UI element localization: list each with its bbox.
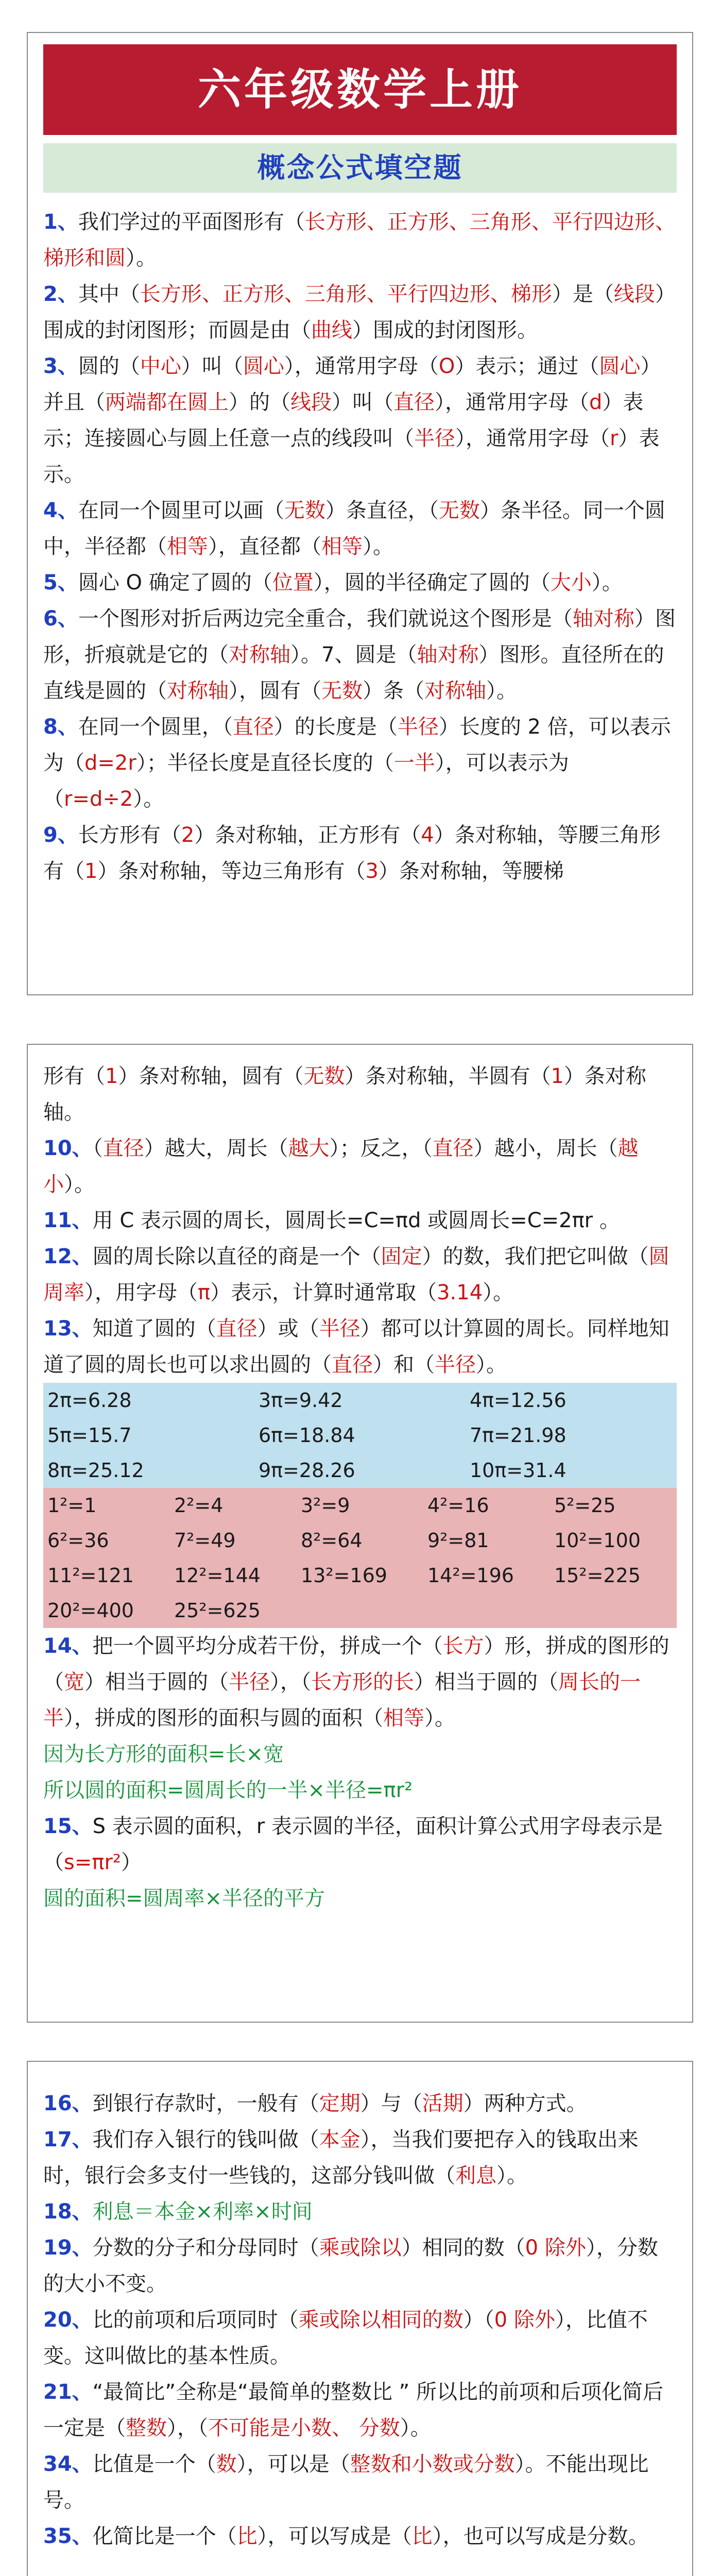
note-14b: 所以圆的面积=圆周长的一半×半径=πr² xyxy=(43,1778,413,1802)
prompt-text: 长方形有（ xyxy=(78,823,181,847)
answer-text: 0 除外 xyxy=(525,2236,586,2260)
item-6 xyxy=(43,601,677,709)
table-cell: 5π=15.7 xyxy=(47,1424,132,1447)
item-number: 14、 xyxy=(43,1634,93,1658)
answer-text: 长方形的长 xyxy=(311,1670,414,1694)
table-cell: 1²=1 xyxy=(47,1494,97,1517)
prompt-text: ）；反之，（ xyxy=(329,1137,433,1160)
prompt-text: ）。 xyxy=(476,1353,507,1377)
prompt-text: ）表示，计算时通常取（ xyxy=(210,1281,437,1304)
answer-text: 圆心 xyxy=(599,354,641,378)
prompt-text: ）形，拼成的图形的（ xyxy=(43,1634,670,1694)
prompt-text: ）都可以计算圆的周长。同样地知道了圆的周长也可以求出圆的（ xyxy=(43,1317,670,1377)
prompt-text: ）。 xyxy=(64,1173,95,1196)
answer-text: 直径 xyxy=(393,391,435,414)
answer-text: 对称轴 xyxy=(229,643,290,667)
prompt-text: ）。 xyxy=(363,535,393,558)
page-title: 六年级数学上册 xyxy=(43,44,677,135)
prompt-text: ）越小，周长（ xyxy=(473,1137,618,1160)
note-15: 圆的面积=圆周率×半径的平方 xyxy=(43,1887,325,1910)
item-34 xyxy=(43,2446,677,2518)
item-number: 21、 xyxy=(43,2380,93,2404)
prompt-text: ）条对称轴，等腰梯 xyxy=(378,859,564,883)
prompt-text: ），（ xyxy=(270,1670,311,1694)
prompt-text: ），圆的半径确定了圆的（ xyxy=(313,571,551,595)
answer-text: 活期 xyxy=(422,2092,464,2115)
prompt-text: 圆心 O 确定了圆的（ xyxy=(78,571,272,595)
prompt-text: 我们存入银行的钱叫做（ xyxy=(92,2128,319,2151)
prompt-text: ）或（ xyxy=(257,1317,319,1341)
table-cell: 4π=12.56 xyxy=(470,1389,566,1412)
prompt-text: ）表示。 xyxy=(43,427,660,486)
prompt-text: ），通常用字母（ xyxy=(435,391,589,414)
item-number: 11、 xyxy=(43,1209,93,1232)
item-number: 12、 xyxy=(43,1245,93,1268)
prompt-text: ）越大，周长（ xyxy=(144,1137,288,1160)
item-number: 5、 xyxy=(43,571,78,595)
item-number: 19、 xyxy=(43,2236,93,2260)
prompt-text: ）的长度是（ xyxy=(273,715,398,739)
answer-text: 相等 xyxy=(167,535,208,558)
answer-text: 圆心 xyxy=(243,354,284,378)
answer-text: 越小 xyxy=(43,1137,639,1196)
item-number: 16、 xyxy=(43,2092,93,2115)
page-2 xyxy=(27,1044,693,2023)
answer-text: 宽 xyxy=(64,1670,84,1694)
prompt-text: S 表示圆的面积，r 表示圆的半径，面积计算公式用字母表示是（ xyxy=(43,1815,663,1874)
prompt-text: ），也可以写成是分数。 xyxy=(432,2524,649,2548)
answer-text: 乘或除以 xyxy=(319,2236,402,2260)
item-18 xyxy=(43,2194,677,2230)
item-number: 2、 xyxy=(43,282,78,306)
item-number: 35、 xyxy=(43,2524,93,2548)
prompt-text: 圆的（ xyxy=(78,354,140,378)
answer-text: d xyxy=(589,391,603,414)
item-10 xyxy=(43,1130,677,1202)
table-cell: 11²=121 xyxy=(47,1564,134,1587)
table-cell: 2²=4 xyxy=(174,1494,224,1517)
prompt-text: ）条对称轴，半圆有（ xyxy=(345,1064,551,1088)
answer-text: 不可能是小数、 分数 xyxy=(208,2416,400,2440)
square-table-row xyxy=(43,1558,677,1593)
answer-text: 长方形、正方形、三角形、平行四边形、梯形和圆 xyxy=(43,210,676,270)
answer-text: s=πr² xyxy=(64,1851,121,1874)
table-cell: 5²=25 xyxy=(554,1494,616,1517)
item-20 xyxy=(43,2302,677,2374)
prompt-text: （ xyxy=(92,1137,103,1160)
answer-text: 位置 xyxy=(272,571,314,595)
prompt-text: ） xyxy=(121,1851,142,1874)
prompt-text: 知道了圆的（ xyxy=(92,1317,216,1341)
answer-text: 直径 xyxy=(102,1137,144,1160)
item-21 xyxy=(43,2374,677,2446)
prompt-text: ）图形。直径所在的直线是圆的（ xyxy=(43,643,664,703)
pi-table xyxy=(43,1383,677,1488)
answer-text: 1 xyxy=(551,1064,564,1088)
answer-text: 2 xyxy=(181,823,195,847)
item-14 xyxy=(43,1628,677,1736)
item-11 xyxy=(43,1202,677,1239)
content-page-1 xyxy=(43,204,677,889)
prompt-text: ）叫（ xyxy=(332,391,393,414)
prompt-text: ）两种方式。 xyxy=(463,2092,587,2115)
table-cell: 9π=28.26 xyxy=(259,1459,355,1482)
prompt-text: 我们学过的平面图形有（ xyxy=(78,210,305,234)
item-number: 1、 xyxy=(43,210,78,234)
table-cell: 8²=64 xyxy=(301,1529,363,1552)
answer-text: 比 xyxy=(236,2524,258,2548)
prompt-text: 化简比是一个（ xyxy=(92,2524,237,2548)
answer-text: 乘或除以相同的数 xyxy=(298,2308,464,2332)
page-3 xyxy=(27,2061,693,2576)
item-4 xyxy=(43,493,677,565)
prompt-text: ），通常用字母（ xyxy=(455,427,610,450)
answer-text: O xyxy=(438,354,455,378)
prompt-text: ），通常用字母（ xyxy=(284,354,439,378)
item-12 xyxy=(43,1239,677,1311)
answer-text: 半径 xyxy=(229,1670,270,1694)
item-number: 15、 xyxy=(43,1815,93,1838)
table-cell: 4²=16 xyxy=(427,1494,489,1517)
prompt-text: ）叫（ xyxy=(181,354,243,378)
square-table xyxy=(43,1488,677,1628)
answer-text: 曲线 xyxy=(311,318,352,342)
table-cell: 9²=81 xyxy=(427,1529,489,1552)
table-cell: 13²=169 xyxy=(301,1564,387,1587)
square-table-row xyxy=(43,1488,677,1523)
prompt-text: 一个图形对折后两边完全重合，我们就说这个图形是（ xyxy=(78,607,573,631)
prompt-text: 在同一个圆里，（ xyxy=(78,715,233,739)
prompt-text: ）条对称轴，圆有（ xyxy=(118,1064,304,1088)
prompt-text: “最简比”全称是“最简单的整数比 ” 所以比的前项和后项化简后一定是（ xyxy=(43,2380,663,2440)
item-1 xyxy=(43,204,677,276)
answer-text: 0 除外 xyxy=(494,2308,555,2332)
answer-text: 本金 xyxy=(319,2128,360,2151)
answer-text: 3 xyxy=(365,859,379,883)
answer-text: 固定 xyxy=(381,1245,422,1268)
prompt-text: ）。 xyxy=(424,1706,455,1730)
item-5 xyxy=(43,565,677,601)
answer-text: 无数 xyxy=(303,1064,345,1088)
prompt-text: ），可以是（ xyxy=(236,2452,350,2476)
table-cell: 10²=100 xyxy=(554,1529,641,1552)
item-number: 9、 xyxy=(43,823,78,847)
prompt-text: ），可以表示为（ xyxy=(43,751,569,811)
answer-text: 直径 xyxy=(216,1317,258,1341)
prompt-text: 分数的分子和分母同时（ xyxy=(92,2236,319,2260)
table-cell: 7²=49 xyxy=(174,1529,236,1552)
item-number: 3、 xyxy=(43,354,78,378)
answer-text: 直径 xyxy=(232,715,274,739)
prompt-text: ）与（ xyxy=(360,2092,422,2115)
answer-text: 数 xyxy=(216,2452,237,2476)
answer-text: 半径 xyxy=(397,715,439,739)
prompt-text: 用 C 表示圆的周长，圆周长=C=πd 或圆周长=C=2πr 。 xyxy=(92,1209,620,1232)
item-number: 34、 xyxy=(43,2452,93,2476)
item-number: 18、 xyxy=(43,2200,93,2224)
prompt-text: ）条对称轴，正方形有（ xyxy=(194,823,421,847)
prompt-text: 到银行存款时，一般有（ xyxy=(92,2092,319,2115)
table-cell: 8π=25.12 xyxy=(47,1459,144,1482)
pi-table-row xyxy=(43,1383,677,1418)
answer-text: 长方形、正方形、三角形、平行四边形、梯形 xyxy=(140,282,552,306)
prompt-text: ）表示；通过（ xyxy=(455,354,599,378)
table-cell: 25²=625 xyxy=(174,1599,261,1622)
item-number: 10、 xyxy=(43,1137,93,1160)
prompt-text: ）。 xyxy=(483,1281,514,1304)
prompt-text: ）条半径。同一个圆中，半径都（ xyxy=(43,499,665,558)
pi-table-row xyxy=(43,1453,677,1488)
answer-text: 无数 xyxy=(284,499,325,522)
prompt-text: 比值是一个（ xyxy=(92,2452,216,2476)
prompt-text: ）围成的封闭图形；而圆是由（ xyxy=(43,282,676,342)
answer-text: r xyxy=(610,427,619,450)
prompt-text: 把一个圆平均分成若干份，拼成一个（ xyxy=(92,1634,443,1658)
prompt-text: ）相当于圆的（ xyxy=(414,1670,558,1694)
item-19 xyxy=(43,2230,677,2302)
answer-text: 4 xyxy=(421,823,434,847)
prompt-text: ）条直径，（ xyxy=(325,499,439,522)
prompt-text: ）；半径长度是直径长度的（ xyxy=(136,751,394,775)
prompt-text: ）长度的 2 倍，可以表示为（ xyxy=(43,715,671,775)
prompt-text: ）的（ xyxy=(229,391,290,414)
table-cell: 3²=9 xyxy=(301,1494,350,1517)
answer-text: 直径 xyxy=(332,1353,373,1377)
answer-text: 无数 xyxy=(321,679,363,703)
prompt-text: ）。 xyxy=(486,679,517,703)
item-number: 4、 xyxy=(43,499,78,522)
prompt-text: ），拼成的图形的面积与圆的面积（ xyxy=(64,1706,383,1730)
item-8 xyxy=(43,709,677,817)
prompt-text: ）表示；连接圆心与圆上任意一点的线段叫（ xyxy=(43,391,644,450)
answer-text: 轴对称 xyxy=(417,643,479,667)
table-cell: 2π=6.28 xyxy=(47,1389,132,1412)
prompt-text: ）。 xyxy=(496,2164,527,2188)
table-cell: 6²=36 xyxy=(47,1529,109,1552)
prompt-text: ），直径都（ xyxy=(208,535,321,558)
answer-text: 长方 xyxy=(442,1634,484,1658)
page-1 xyxy=(27,32,693,995)
prompt-text: ）图形，折痕就是它的（ xyxy=(43,607,676,667)
prompt-text: ）围成的封闭图形。 xyxy=(352,318,538,342)
square-table-row xyxy=(43,1523,677,1558)
answer-text: 直径 xyxy=(432,1137,474,1160)
answer-text: 线段 xyxy=(290,391,332,414)
answer-text: 对称轴 xyxy=(424,679,486,703)
formula-text: 利息＝本金×利率×时间 xyxy=(92,2200,313,2224)
answer-text: 定期 xyxy=(319,2092,360,2115)
table-cell: 15²=225 xyxy=(554,1564,641,1587)
square-table-row xyxy=(43,1593,677,1628)
prompt-text: ），可以写成是（ xyxy=(257,2524,412,2548)
item-number: 20、 xyxy=(43,2308,93,2332)
item-number: 6、 xyxy=(43,607,78,631)
answer-text: 无数 xyxy=(438,499,480,522)
answer-text: 相等 xyxy=(383,1706,424,1730)
answer-text: 半径 xyxy=(319,1317,360,1341)
prompt-text: ），圆有（ xyxy=(229,679,321,703)
prompt-text: ）相同的数（ xyxy=(401,2236,525,2260)
prompt-text: ）条对称轴。 xyxy=(43,1064,646,1124)
item-17 xyxy=(43,2122,677,2194)
prompt-text: 在同一个圆里可以画（ xyxy=(78,499,284,522)
table-cell: 14²=196 xyxy=(427,1564,514,1587)
answer-text: 周长的一半 xyxy=(43,1670,641,1730)
answer-text: 比 xyxy=(411,2524,433,2548)
prompt-text: ）条对称轴，等腰三角形有（ xyxy=(43,823,661,883)
answer-text: 越大 xyxy=(288,1137,330,1160)
table-cell: 6π=18.84 xyxy=(259,1424,355,1447)
answer-text: 一半 xyxy=(393,751,435,775)
answer-text: 圆周率 xyxy=(43,1245,670,1304)
item-9-part1 xyxy=(43,817,677,889)
item-2 xyxy=(43,276,677,348)
pi-table-row xyxy=(43,1418,677,1453)
prompt-text: ）。 xyxy=(133,787,164,811)
item-13 xyxy=(43,1311,677,1383)
answer-text: 两端都在圆上 xyxy=(105,391,229,414)
page-subtitle: 概念公式填空题 xyxy=(43,143,677,193)
table-cell: 20²=400 xyxy=(47,1599,134,1622)
answer-text: 对称轴 xyxy=(167,679,229,703)
item-number: 17、 xyxy=(43,2128,93,2151)
answer-text: 线段 xyxy=(613,282,655,306)
prompt-text: ）和（ xyxy=(373,1353,435,1377)
prompt-text: ）。7、圆是（ xyxy=(290,643,417,667)
prompt-text: ），（ xyxy=(167,2416,208,2440)
table-cell: 7π=21.98 xyxy=(470,1424,566,1447)
content-page-3 xyxy=(43,2086,677,2554)
table-cell: 3π=9.42 xyxy=(259,1389,343,1412)
answer-text: 半径 xyxy=(435,1353,476,1377)
item-35 xyxy=(43,2518,677,2554)
item-16 xyxy=(43,2086,677,2122)
prompt-text: ）。 xyxy=(126,246,157,270)
answer-text: 半径 xyxy=(414,427,455,450)
prompt-text: ）。不能出现比号。 xyxy=(43,2452,649,2512)
prompt-text: ）（ xyxy=(463,2308,494,2332)
prompt-text: ）的数，我们把它叫做（ xyxy=(422,1245,649,1268)
prompt-text: ），用字母（ xyxy=(84,1281,198,1304)
answer-text: 中心 xyxy=(140,354,181,378)
answer-text: 大小 xyxy=(550,571,592,595)
prompt-text: ）。 xyxy=(400,2416,431,2440)
answer-text: π xyxy=(198,1281,211,1304)
table-cell: 10π=31.4 xyxy=(470,1459,566,1482)
note-14a: 因为长方形的面积=长×宽 xyxy=(43,1742,284,1766)
item-number: 13、 xyxy=(43,1317,93,1341)
item-number: 8、 xyxy=(43,715,78,739)
prompt-text: ）条（ xyxy=(363,679,424,703)
prompt-text: ）相当于圆的（ xyxy=(84,1670,229,1694)
item-15 xyxy=(43,1808,677,1880)
answer-text: 轴对称 xyxy=(572,607,634,631)
answer-text: 3.14 xyxy=(437,1281,483,1304)
prompt-text: ）。 xyxy=(591,571,623,595)
table-cell: 12²=144 xyxy=(174,1564,261,1587)
answer-text: r=d÷2 xyxy=(64,787,133,811)
prompt-text: ）是（ xyxy=(552,282,614,306)
answer-text: 整数和小数或分数 xyxy=(350,2452,515,2476)
answer-text: 利息 xyxy=(455,2164,496,2188)
answer-text: d=2r xyxy=(84,751,136,775)
prompt-text: 圆的周长除以直径的商是一个（ xyxy=(92,1245,381,1268)
prompt-text: ）条对称轴，等边三角形有（ xyxy=(97,859,366,883)
content-page-2 xyxy=(43,1058,677,1917)
answer-text: 整数 xyxy=(126,2416,167,2440)
prompt-text: ）并且（ xyxy=(43,354,661,414)
item-3 xyxy=(43,348,677,493)
prompt-text: ），分数的大小不变。 xyxy=(43,2236,658,2296)
answer-text: 相等 xyxy=(321,535,363,558)
prompt-text: ），当我们要把存入的钱取出来时，银行会多支付一些钱的，这部分钱叫做（ xyxy=(43,2128,639,2188)
prompt-text: ），比值不变。这叫做比的基本性质。 xyxy=(43,2308,648,2368)
answer-text: 1 xyxy=(105,1064,118,1088)
prompt-text: 其中（ xyxy=(78,282,140,306)
item-9-part2 xyxy=(43,1058,677,1130)
prompt-text: 形有（ xyxy=(43,1064,105,1088)
answer-text: 1 xyxy=(84,859,98,883)
prompt-text: 比的前项和后项同时（ xyxy=(92,2308,299,2332)
